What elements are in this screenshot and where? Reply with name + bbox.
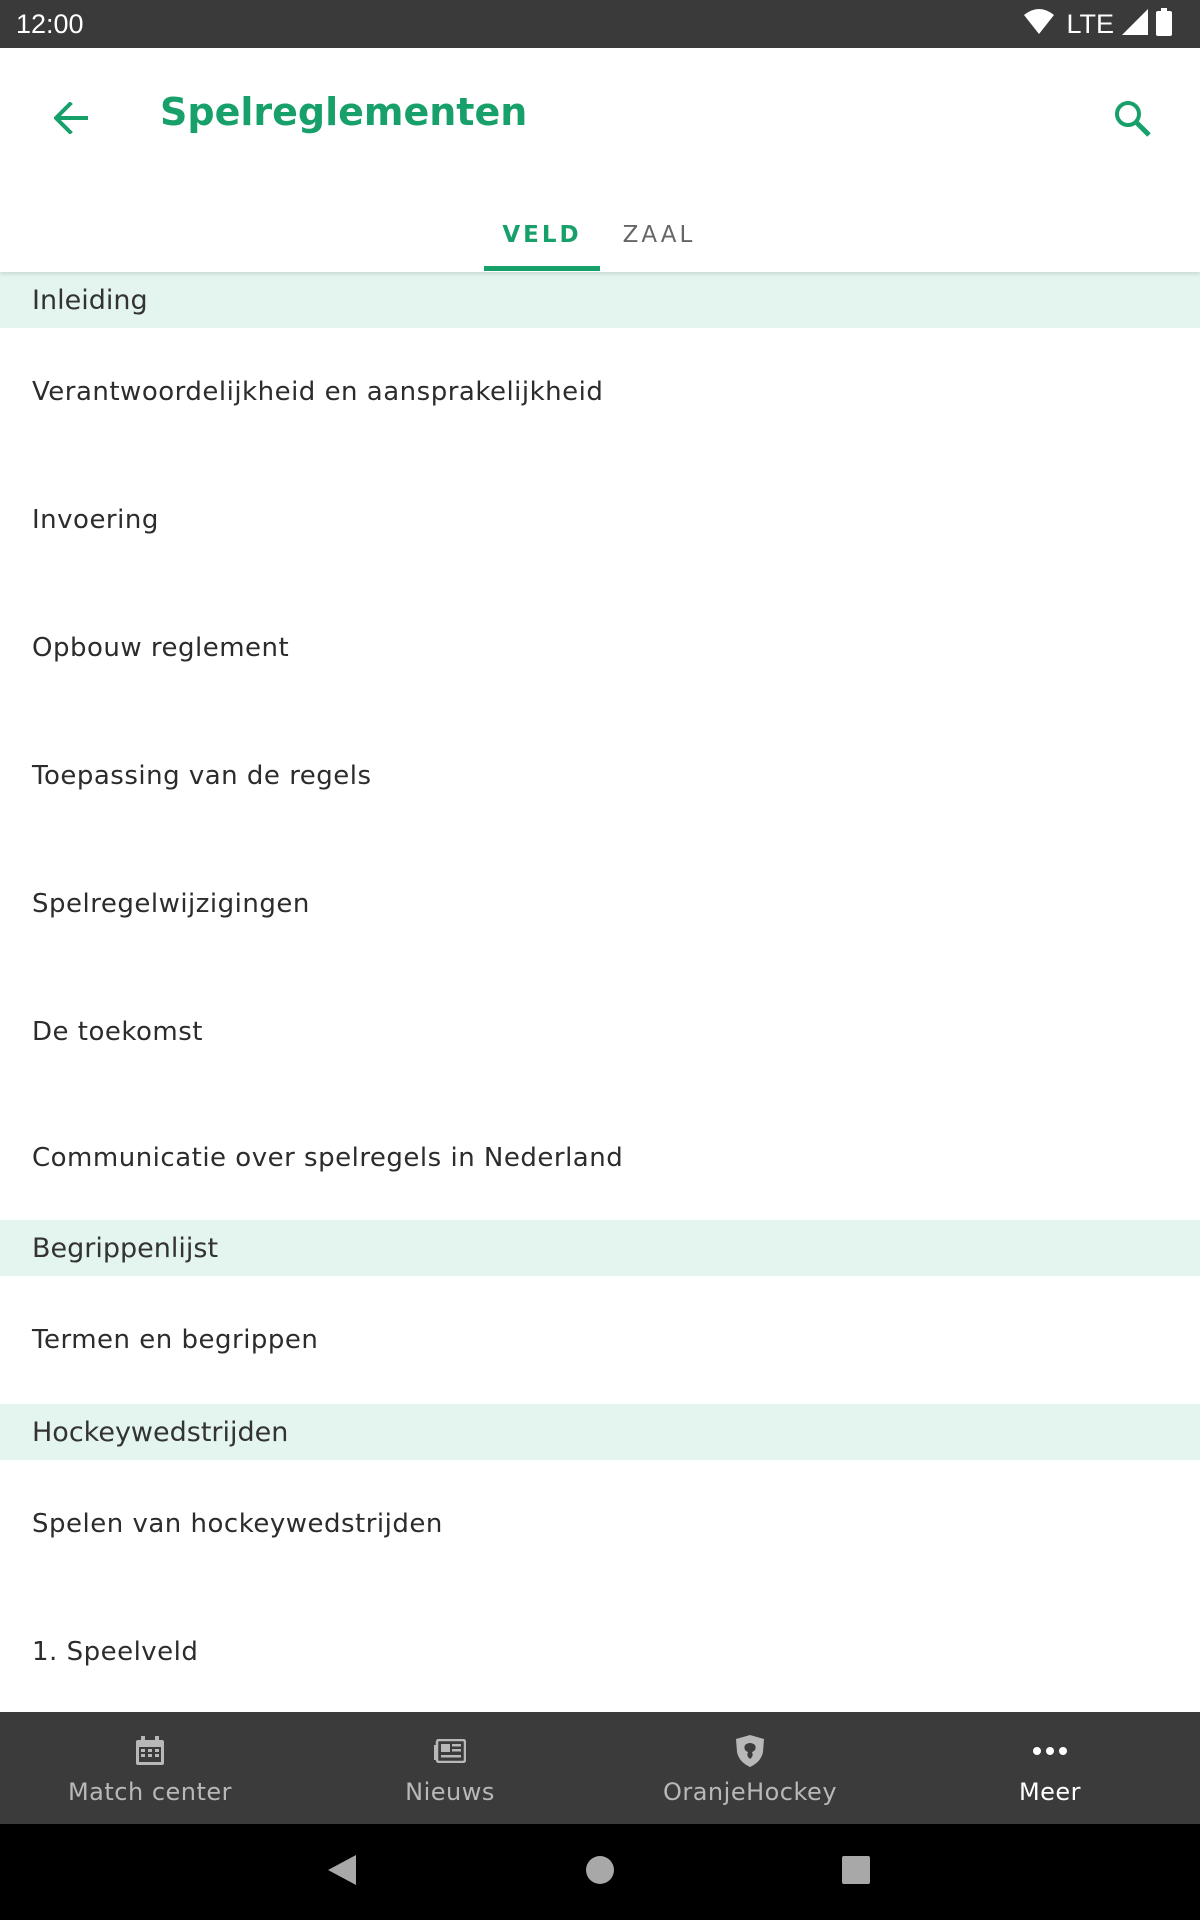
list-item[interactable]: Invoering: [32, 505, 159, 535]
status-time: 12:00: [16, 9, 84, 39]
section-header-hockeywedstrijden: Hockeywedstrijden: [0, 1404, 1200, 1460]
nav-oranjehockey[interactable]: [600, 1712, 900, 1824]
list-item[interactable]: Verantwoordelijkheid en aansprakelijkheid: [32, 377, 604, 407]
calendar-icon: [135, 1734, 165, 1768]
signal-icon: [1122, 9, 1148, 39]
square-recents-icon: [841, 1855, 871, 1889]
section-header-begrippenlijst: Begrippenlijst: [0, 1220, 1200, 1276]
list-item[interactable]: Spelen van hockeywedstrijden: [32, 1509, 443, 1539]
tab-indicator: [484, 266, 600, 271]
bottom-navigation: [0, 1712, 1200, 1824]
list-item[interactable]: 1. Speelveld: [32, 1637, 199, 1667]
nav-match-center[interactable]: [0, 1712, 300, 1824]
list-item[interactable]: De toekomst: [32, 1017, 203, 1047]
tab-veld[interactable]: VELD: [502, 222, 582, 248]
nav-label: OranjeHockey: [662, 1778, 838, 1806]
arrow-left-icon: [54, 102, 90, 138]
shield-lion-icon: [735, 1734, 765, 1768]
tab-zaal[interactable]: ZAAL: [622, 222, 696, 248]
status-icons: [1024, 8, 1172, 40]
page-title: Spelreglementen: [160, 90, 528, 134]
nav-label: Nieuws: [405, 1778, 495, 1806]
triangle-back-icon: [326, 1853, 358, 1891]
list-item[interactable]: Communicatie over spelregels in Nederland: [32, 1143, 624, 1173]
tab-bar: [0, 198, 1200, 272]
system-recents-button[interactable]: [832, 1848, 880, 1896]
status-bar: [0, 0, 1200, 48]
section-header-inleiding: Inleiding: [0, 272, 1200, 328]
battery-icon: [1156, 8, 1172, 40]
search-icon: [1113, 99, 1151, 141]
list-item[interactable]: Opbouw reglement: [32, 633, 290, 663]
wifi-icon: [1024, 9, 1054, 39]
list-item[interactable]: Toepassing van de regels: [32, 761, 372, 791]
list-item[interactable]: Termen en begrippen: [32, 1325, 319, 1355]
newspaper-icon: [434, 1734, 466, 1768]
back-button[interactable]: [40, 88, 104, 152]
search-button[interactable]: [1100, 88, 1164, 152]
nav-meer[interactable]: [900, 1712, 1200, 1824]
circle-home-icon: [584, 1854, 616, 1890]
list-item[interactable]: Spelregelwijzigingen: [32, 889, 310, 919]
nav-label: Match center: [67, 1778, 233, 1806]
rules-list: [0, 272, 1200, 1716]
app-bar: [0, 48, 1200, 272]
system-navigation-bar: [0, 1824, 1200, 1920]
nav-nieuws[interactable]: [300, 1712, 600, 1824]
nav-label: Meer: [1018, 1778, 1082, 1806]
system-back-button[interactable]: [318, 1848, 366, 1896]
network-type: LTE: [1066, 8, 1114, 39]
more-dots-icon: [1032, 1734, 1068, 1768]
system-home-button[interactable]: [576, 1848, 624, 1896]
